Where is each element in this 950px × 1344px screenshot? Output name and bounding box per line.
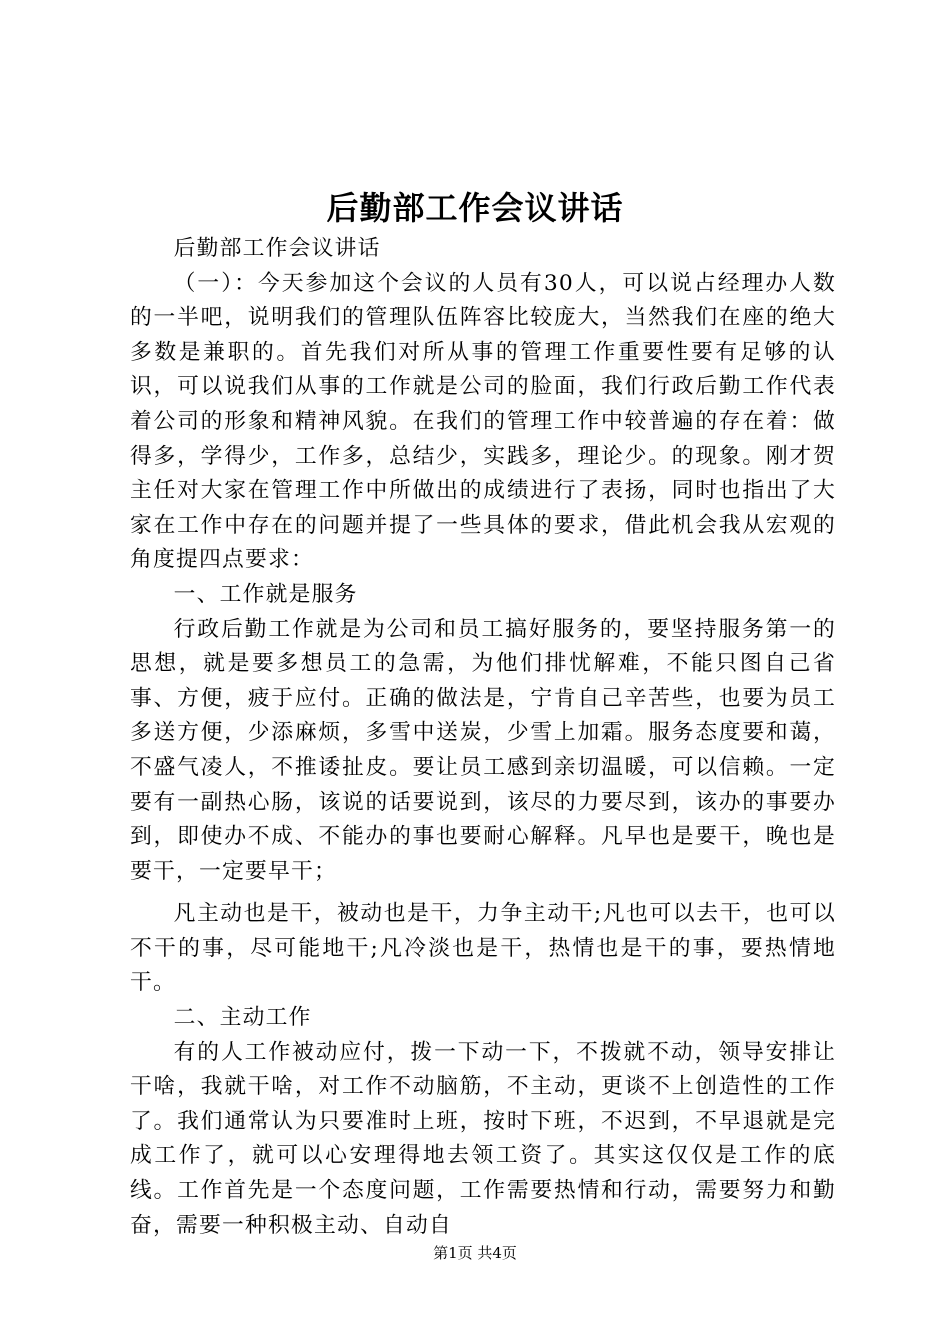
section-heading-initiative: 二、主动工作 (173, 1005, 312, 1031)
section-heading-service: 一、工作就是服务 (173, 581, 358, 607)
body-paragraph-intro: （一）：今天参加这个会议的人员有30人，可以说占经理办人数的一半吧，说明我们的管理队伍阵容比较庞大，当然我们在座的绝大多数是兼职的。首先我们对所从事的管理工作重要性要有足够的认识，可以说我们从事的工作就是公司的脸面，我们行政后勤工作代表着公司的形象和精神风貌。在我们的管理工作中较普遍的存在着：做得多，学得少，工作多，总结少，实践多，理论少。的现象。刚才贺主任对大家在管理工作中所做出的成绩进行了表扬，同时也指出了大家在工作中存在的问题并提了一些具体的要求，借此机会我从宏观的角度提四点要求： (130, 270, 836, 573)
document-title: 后勤部工作会议讲话 (326, 189, 624, 227)
body-paragraph-service: 行政后勤工作就是为公司和员工搞好服务的，要坚持服务第一的思想，就是要多想员工的急需，为他们排忧解难，不能只图自己省事、方便，疲于应付。正确的做法是，宁肯自己辛苦些，也要为员工多送方便，少添麻烦，多雪中送炭，少雪上加霜。服务态度要和蔼，不盛气凌人，不推诿扯皮。要让员工感到亲切温暖，可以信赖。一定要有一副热心肠，该说的话要说到，该尽的力要尽到，该办的事要办到，即使办不成、不能办的事也要耐心解释。凡早也是要干，晚也是要干，一定要早干； (130, 616, 836, 884)
body-paragraph-service-continued: 凡主动也是干，被动也是干，力争主动干;凡也可以去干，也可以不干的事，尽可能地干;凡冷淡也是干，热情也是干的事，要热情地干。 (130, 901, 836, 996)
page-number-footer: 第1页 共4页 (433, 1244, 517, 1262)
body-paragraph-subtitle: 后勤部工作会议讲话 (173, 236, 381, 261)
document-body (130, 232, 836, 1243)
body-paragraph-initiative: 有的人工作被动应付，拨一下动一下，不拨就不动，领导安排让干啥，我就干啥，对工作不动脑筋，不主动，更谈不上创造性的工作了。我们通常认为只要准时上班，按时下班，不迟到，不早退就是完成工作了，就可以心安理得地去领工资了。其实这仅仅是工作的底线。工作首先是一个态度问题，工作需要热情和行动，需要努力和勤奋，需要一种积极主动、自动自 (130, 1039, 836, 1238)
